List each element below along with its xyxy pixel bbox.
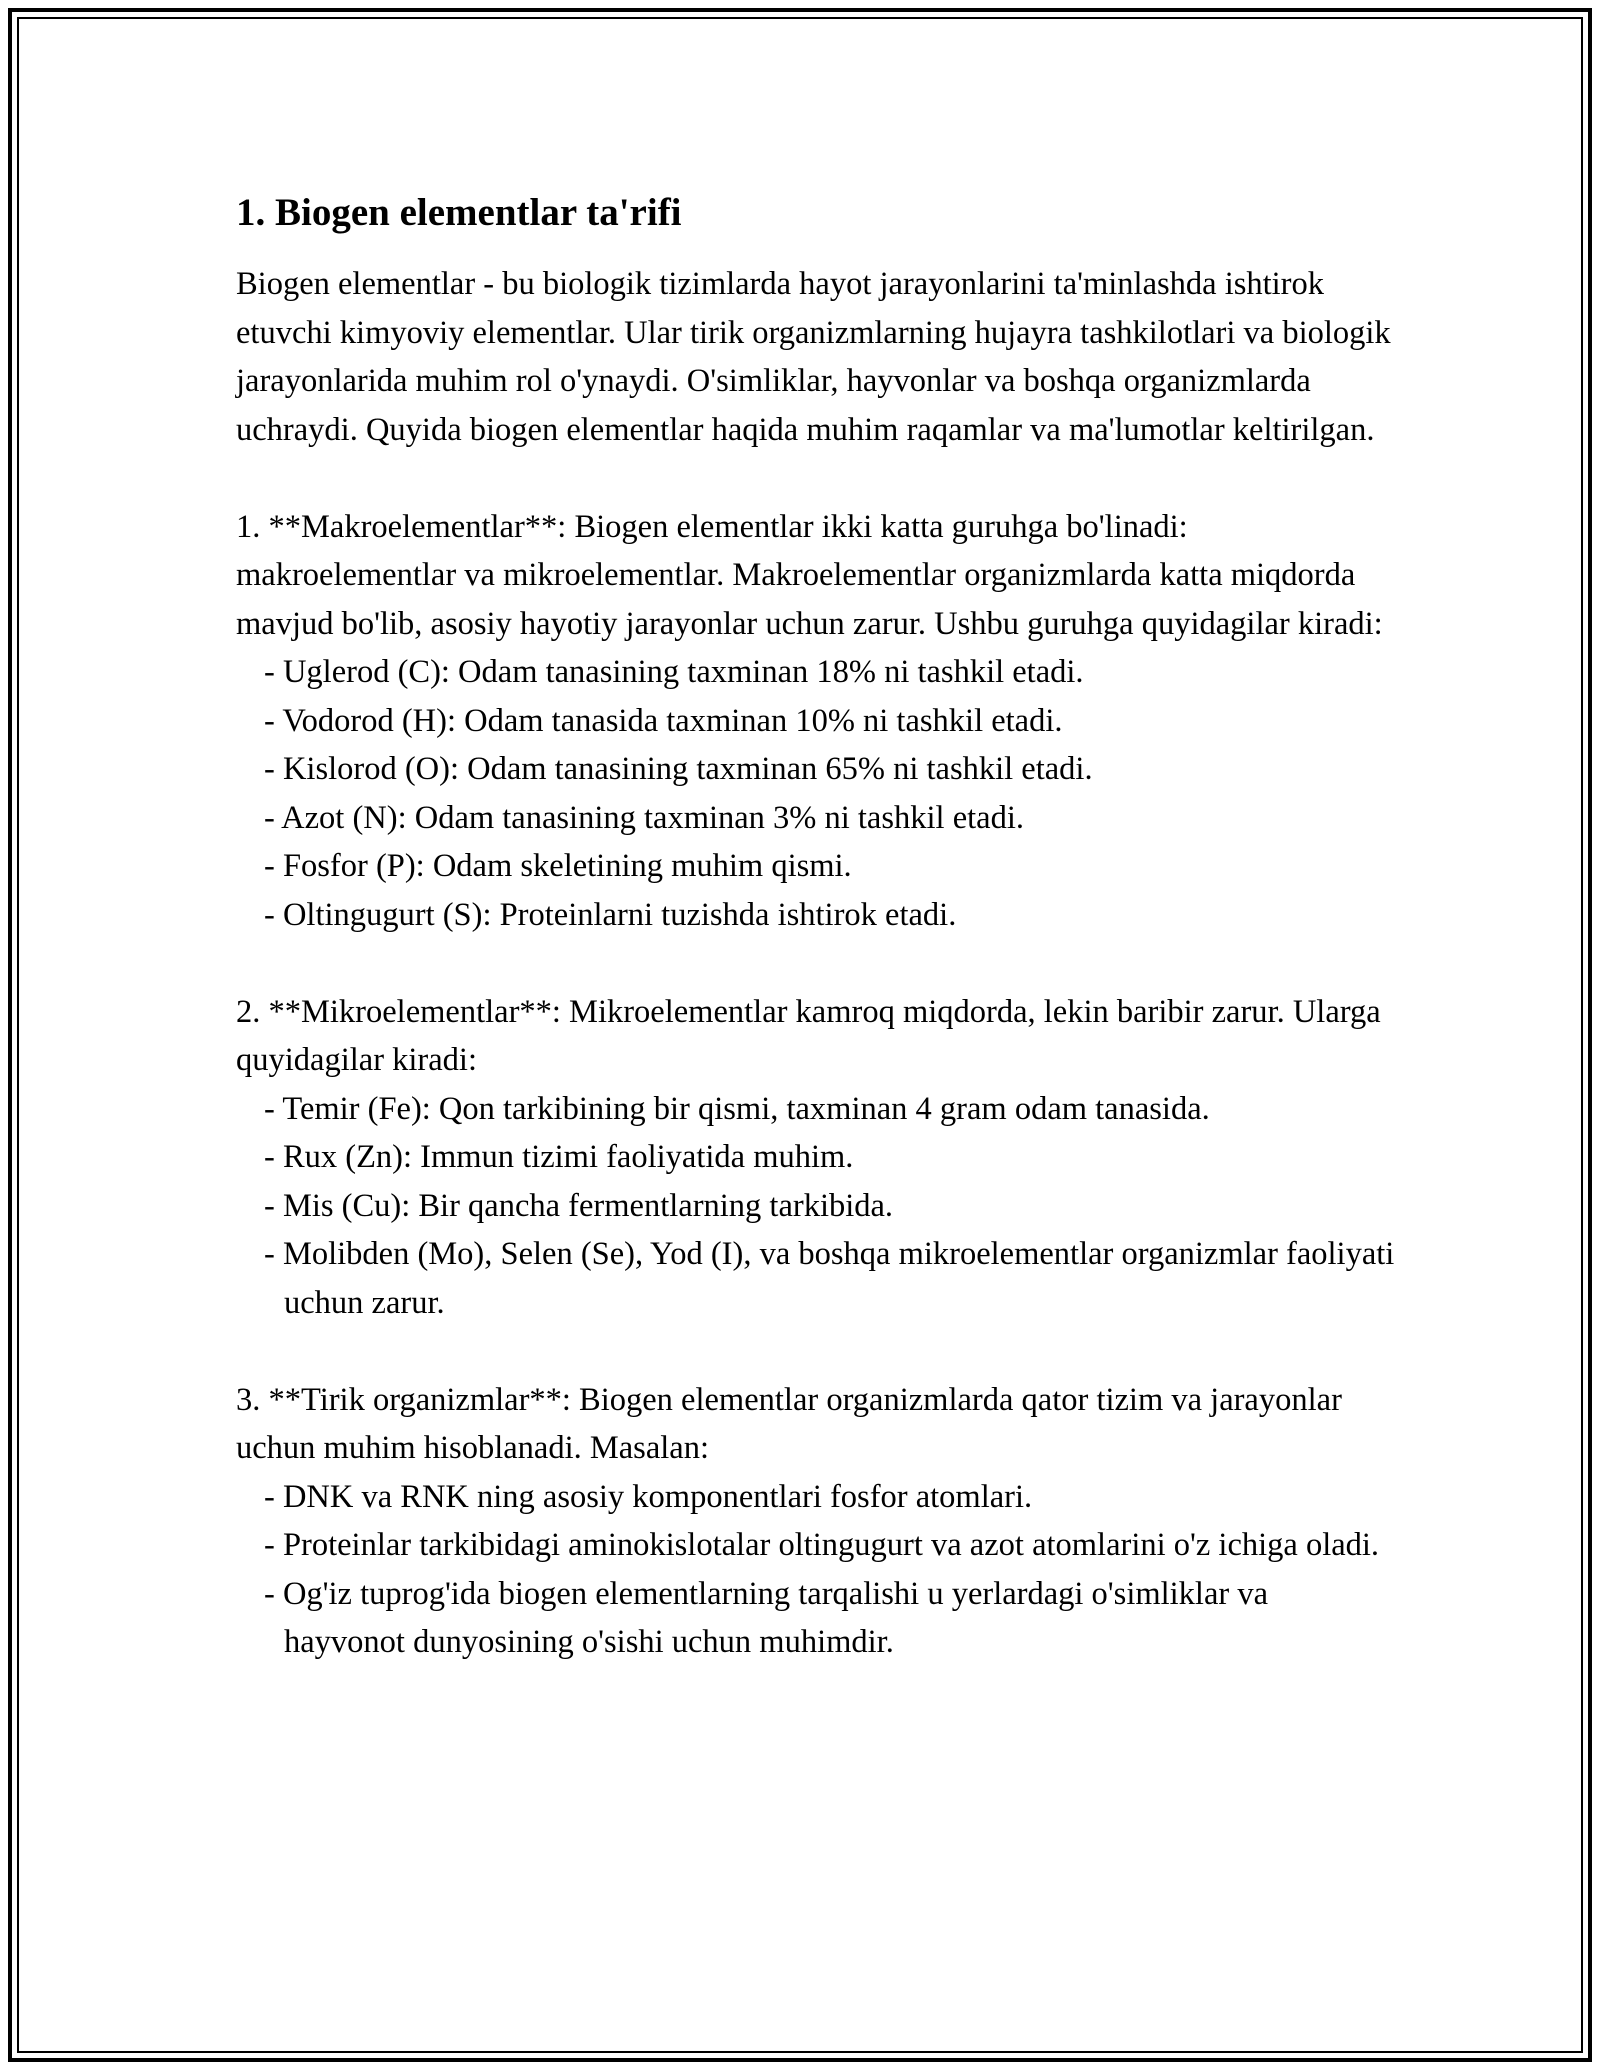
- section-mikroelementlar: [236, 988, 1396, 1328]
- list-item: - DNK va RNK ning asosiy komponentlari fosfor atomlari.: [264, 1478, 1033, 1515]
- section-lead: 3. **Tirik organizmlar**: Biogen elementlar organizmlarda qator tizim va jarayonlar uchun muhim hisoblanadi. Masalan:: [236, 1381, 1342, 1466]
- list-item: - Molibden (Mo), Selen (Se), Yod (I), va boshqa mikroelementlar organizmlar faoliyati uchun zarur.: [264, 1236, 1395, 1321]
- list-item: - Uglerod (C): Odam tanasining taxminan 18% ni tashkil etadi.: [264, 654, 1084, 690]
- section-lead: 1. **Makroelementlar**: Biogen elementlar ikki katta guruhga bo'linadi: makroelementlar va mikroelementlar. Makroelementlar organizmlarda katta miqdorda mavjud bo'lib, asosiy hayotiy jarayonlar uchun zarur. Ushbu guruhga quyidagilar kiradi:: [236, 508, 1383, 642]
- list-item: - Temir (Fe): Qon tarkibining bir qismi, taxminan 4 gram odam tanasida.: [264, 1090, 1210, 1127]
- list-item: - Og'iz tuprog'ida biogen elementlarning tarqalishi u yerlardagi o'simliklar va hayvonot dunyosining o'sishi uchun muhimdir.: [264, 1575, 1269, 1660]
- list-item: - Fosfor (P): Odam skeletining muhim qismi.: [264, 848, 852, 884]
- list-item: - Proteinlar tarkibidagi aminokislotalar oltingugurt va azot atomlarini o'z ichiga oladi.: [264, 1527, 1380, 1563]
- list-item: - Azot (N): Odam tanasining taxminan 3% ni tashkil etadi.: [264, 799, 1024, 836]
- list-item: - Rux (Zn): Immun tizimi faoliyatida muhim.: [264, 1139, 854, 1175]
- paragraph-spacer: [236, 939, 1396, 988]
- section-lead: 2. **Mikroelementlar**: Mikroelementlar kamroq miqdorda, lekin baribir zarur. Ularga quyidagilar kiradi:: [236, 993, 1381, 1078]
- intro-paragraph: Biogen elementlar - bu biologik tizimlarda hayot jarayonlarini ta'minlashda ishtirok etuvchi kimyoviy elementlar. Ular tirik organizmlarning hujayra tashkilotlari va biologik jarayonlarida muhim rol o'ynaydi. O'simliklar, hayvonlar va boshqa organizmlarda uchraydi. Quyida biogen elementlar haqida muhim raqamlar va ma'lumotlar keltirilgan.: [236, 266, 1391, 448]
- section-heading: 1. Biogen elementlar ta'rifi: [236, 191, 682, 234]
- list-item: - Oltingugurt (S): Proteinlarni tuzishda ishtirok etadi.: [264, 896, 957, 933]
- section-tirik-organizmlar: [236, 1376, 1396, 1667]
- paragraph-spacer: [236, 1327, 1396, 1376]
- section-makroelementlar: [236, 503, 1396, 940]
- paragraph-spacer: [236, 454, 1396, 503]
- list-item: - Vodorod (H): Odam tanasida taxminan 10% ni tashkil etadi.: [264, 702, 1063, 739]
- list-item: - Mis (Cu): Bir qancha fermentlarning tarkibida.: [264, 1187, 894, 1224]
- document-body: [236, 188, 1396, 1667]
- list-item: - Kislorod (O): Odam tanasining taxminan 65% ni tashkil etadi.: [264, 751, 1093, 787]
